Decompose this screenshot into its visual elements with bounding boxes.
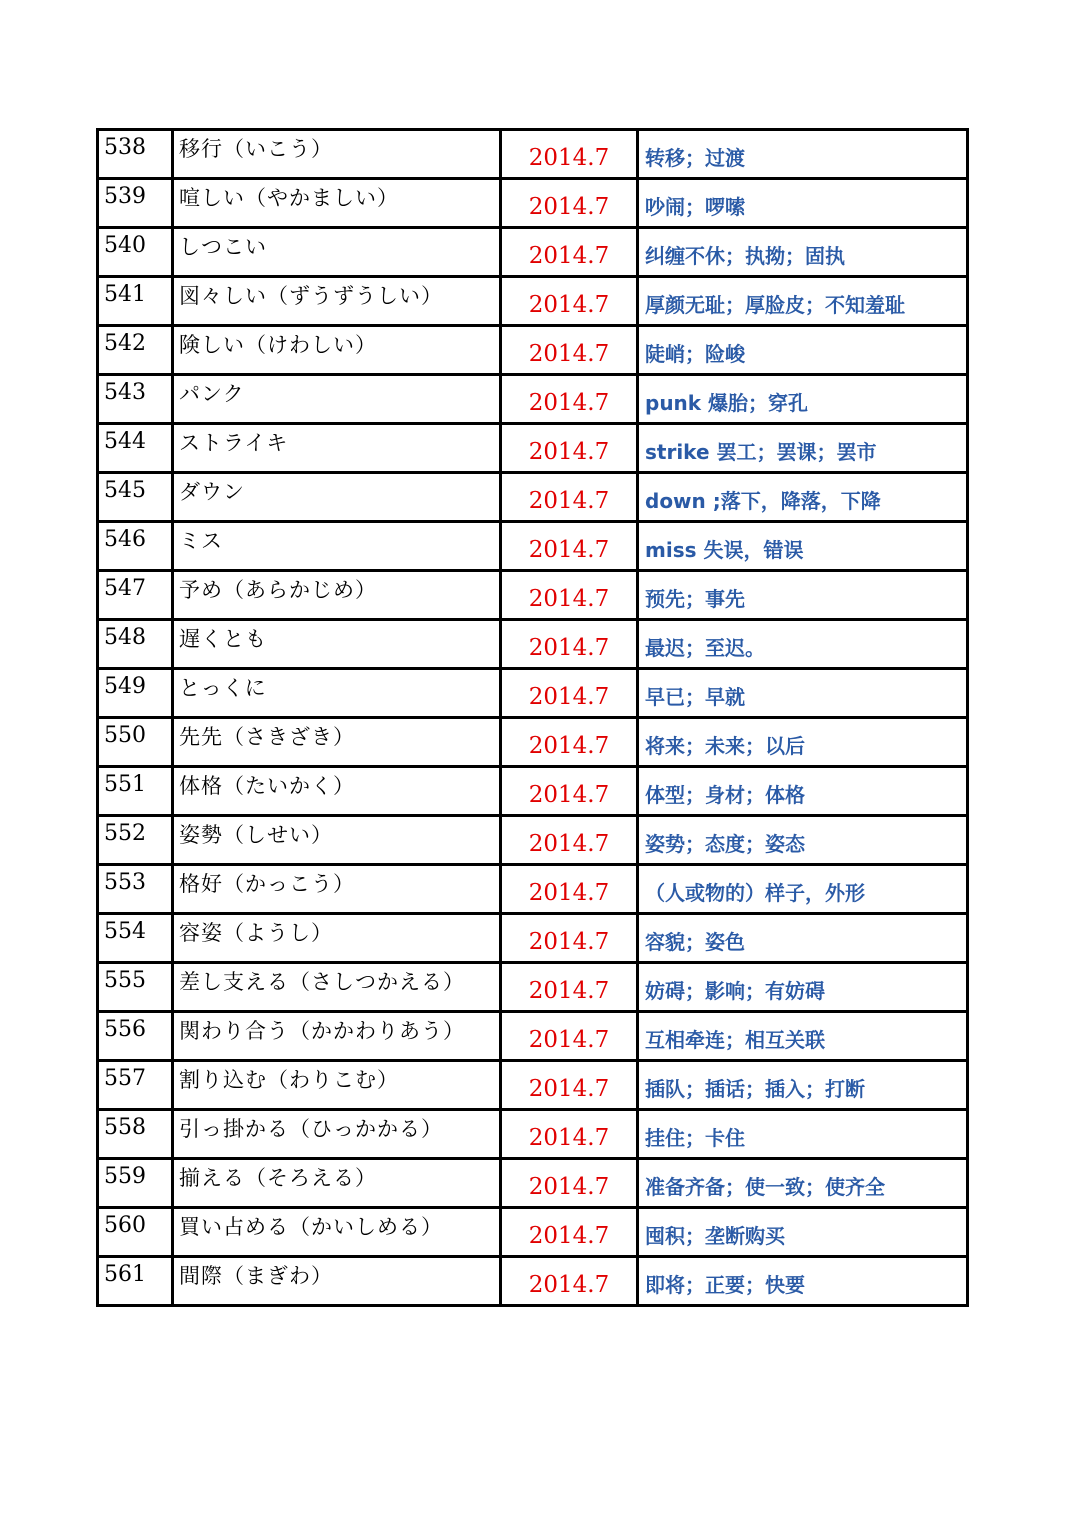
entry-number: 545 [98, 473, 173, 522]
japanese-word: しつこい [173, 228, 501, 277]
chinese-meaning: 容貌；姿色 [638, 914, 968, 963]
chinese-meaning: down ;落下，降落，下降 [638, 473, 968, 522]
entry-number: 540 [98, 228, 173, 277]
japanese-word: 引っ掛かる（ひっかかる） [173, 1110, 501, 1159]
japanese-word: 体格（たいかく） [173, 767, 501, 816]
entry-number: 543 [98, 375, 173, 424]
chinese-meaning: 纠缠不休；执拗；固执 [638, 228, 968, 277]
chinese-meaning: punk 爆胎；穿孔 [638, 375, 968, 424]
japanese-word: 姿勢（しせい） [173, 816, 501, 865]
chinese-meaning: 囤积；垄断购买 [638, 1208, 968, 1257]
chinese-meaning: 早已；早就 [638, 669, 968, 718]
table-row [98, 571, 968, 620]
japanese-word: 間際（まぎわ） [173, 1257, 501, 1306]
chinese-meaning: 挂住；卡住 [638, 1110, 968, 1159]
exam-date: 2014.7 [501, 816, 638, 865]
exam-date: 2014.7 [501, 522, 638, 571]
table-row [98, 473, 968, 522]
exam-date: 2014.7 [501, 228, 638, 277]
table-row [98, 179, 968, 228]
japanese-word: 容姿（ようし） [173, 914, 501, 963]
chinese-meaning: 将来；未来；以后 [638, 718, 968, 767]
exam-date: 2014.7 [501, 767, 638, 816]
japanese-word: 関わり合う（かかわりあう） [173, 1012, 501, 1061]
exam-date: 2014.7 [501, 718, 638, 767]
exam-date: 2014.7 [501, 1159, 638, 1208]
chinese-meaning: 姿势；态度；姿态 [638, 816, 968, 865]
table-row [98, 669, 968, 718]
table-row [98, 424, 968, 473]
exam-date: 2014.7 [501, 1061, 638, 1110]
japanese-word: 差し支える（さしつかえる） [173, 963, 501, 1012]
chinese-meaning: 最迟；至迟。 [638, 620, 968, 669]
entry-number: 549 [98, 669, 173, 718]
exam-date: 2014.7 [501, 130, 638, 179]
japanese-word: 遅くとも [173, 620, 501, 669]
table-row [98, 277, 968, 326]
exam-date: 2014.7 [501, 179, 638, 228]
entry-number: 557 [98, 1061, 173, 1110]
japanese-word: 険しい（けわしい） [173, 326, 501, 375]
vocabulary-table [96, 128, 969, 1307]
japanese-word: 図々しい（ずうずうしい） [173, 277, 501, 326]
table-row [98, 914, 968, 963]
chinese-meaning: strike 罢工；罢课；罢市 [638, 424, 968, 473]
entry-number: 561 [98, 1257, 173, 1306]
chinese-meaning: （人或物的）样子，外形 [638, 865, 968, 914]
japanese-word: ストライキ [173, 424, 501, 473]
exam-date: 2014.7 [501, 1012, 638, 1061]
chinese-meaning: 转移；过渡 [638, 130, 968, 179]
table-row [98, 1257, 968, 1306]
japanese-word: ミス [173, 522, 501, 571]
exam-date: 2014.7 [501, 1110, 638, 1159]
entry-number: 539 [98, 179, 173, 228]
table-row [98, 767, 968, 816]
entry-number: 554 [98, 914, 173, 963]
table-row [98, 816, 968, 865]
table-row [98, 228, 968, 277]
exam-date: 2014.7 [501, 277, 638, 326]
japanese-word: 喧しい（やかましい） [173, 179, 501, 228]
chinese-meaning: 吵闹；啰嗦 [638, 179, 968, 228]
entry-number: 544 [98, 424, 173, 473]
exam-date: 2014.7 [501, 1257, 638, 1306]
exam-date: 2014.7 [501, 571, 638, 620]
table-row [98, 620, 968, 669]
entry-number: 542 [98, 326, 173, 375]
chinese-meaning: 插队；插话；插入；打断 [638, 1061, 968, 1110]
table-row [98, 1159, 968, 1208]
entry-number: 553 [98, 865, 173, 914]
table-row [98, 718, 968, 767]
japanese-word: 移行（いこう） [173, 130, 501, 179]
table-row [98, 130, 968, 179]
chinese-meaning: 陡峭；险峻 [638, 326, 968, 375]
entry-number: 550 [98, 718, 173, 767]
entry-number: 558 [98, 1110, 173, 1159]
chinese-meaning: 厚颜无耻；厚脸皮；不知羞耻 [638, 277, 968, 326]
chinese-meaning: miss 失误，错误 [638, 522, 968, 571]
table-row [98, 326, 968, 375]
exam-date: 2014.7 [501, 620, 638, 669]
entry-number: 555 [98, 963, 173, 1012]
entry-number: 548 [98, 620, 173, 669]
exam-date: 2014.7 [501, 914, 638, 963]
japanese-word: 格好（かっこう） [173, 865, 501, 914]
exam-date: 2014.7 [501, 1208, 638, 1257]
japanese-word: 予め（あらかじめ） [173, 571, 501, 620]
exam-date: 2014.7 [501, 963, 638, 1012]
exam-date: 2014.7 [501, 424, 638, 473]
table-row [98, 522, 968, 571]
japanese-word: 買い占める（かいしめる） [173, 1208, 501, 1257]
chinese-meaning: 妨碍；影响；有妨碍 [638, 963, 968, 1012]
entry-number: 547 [98, 571, 173, 620]
table-row [98, 963, 968, 1012]
japanese-word: 揃える（そろえる） [173, 1159, 501, 1208]
table-row [98, 865, 968, 914]
entry-number: 538 [98, 130, 173, 179]
entry-number: 551 [98, 767, 173, 816]
entry-number: 560 [98, 1208, 173, 1257]
entry-number: 541 [98, 277, 173, 326]
chinese-meaning: 预先；事先 [638, 571, 968, 620]
table-row [98, 375, 968, 424]
entry-number: 556 [98, 1012, 173, 1061]
entry-number: 559 [98, 1159, 173, 1208]
exam-date: 2014.7 [501, 473, 638, 522]
table-row [98, 1012, 968, 1061]
exam-date: 2014.7 [501, 669, 638, 718]
chinese-meaning: 准备齐备；使一致；使齐全 [638, 1159, 968, 1208]
table-row [98, 1110, 968, 1159]
exam-date: 2014.7 [501, 375, 638, 424]
japanese-word: パンク [173, 375, 501, 424]
exam-date: 2014.7 [501, 865, 638, 914]
exam-date: 2014.7 [501, 326, 638, 375]
vocabulary-table-body [98, 130, 968, 1306]
entry-number: 552 [98, 816, 173, 865]
chinese-meaning: 互相牵连；相互关联 [638, 1012, 968, 1061]
chinese-meaning: 体型；身材；体格 [638, 767, 968, 816]
japanese-word: ダウン [173, 473, 501, 522]
entry-number: 546 [98, 522, 173, 571]
table-row [98, 1208, 968, 1257]
japanese-word: 先先（さきざき） [173, 718, 501, 767]
table-row [98, 1061, 968, 1110]
japanese-word: とっくに [173, 669, 501, 718]
japanese-word: 割り込む（わりこむ） [173, 1061, 501, 1110]
chinese-meaning: 即将；正要；快要 [638, 1257, 968, 1306]
